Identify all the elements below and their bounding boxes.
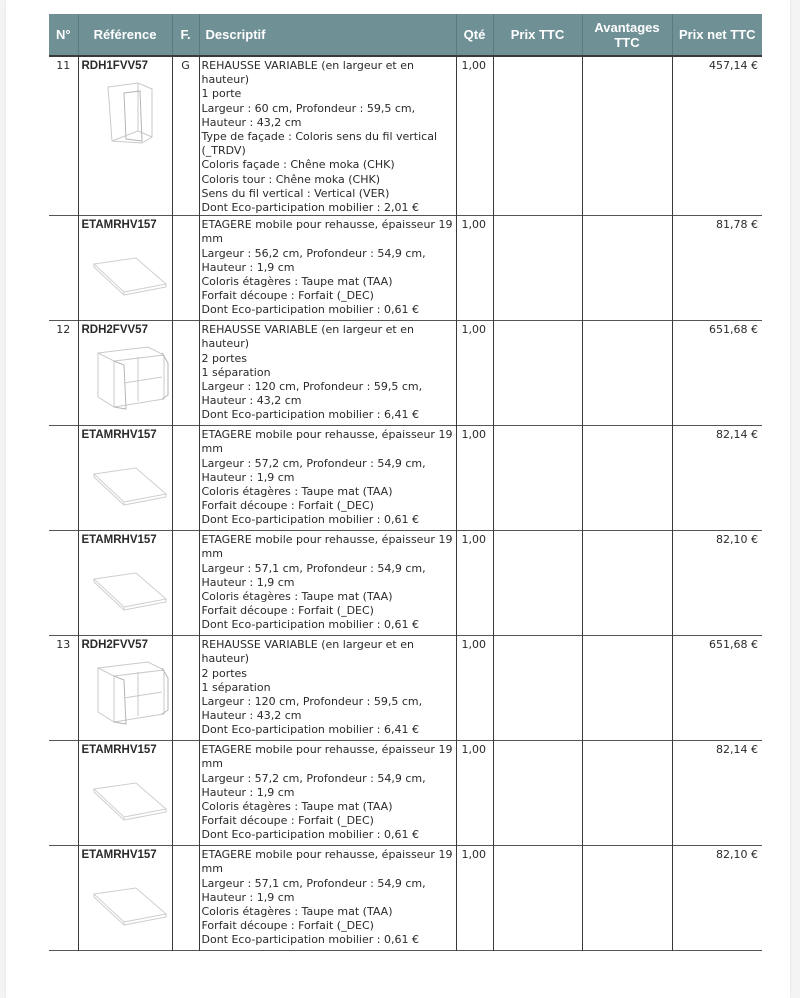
description-line: 1 séparation (201, 365, 271, 379)
header-quantity: Qté (456, 14, 493, 56)
description-line: Coloris étagères : Taupe mat (TAA) (201, 590, 393, 604)
advantages-ttc (582, 636, 672, 741)
reference-cell (78, 56, 172, 216)
description-line: Coloris étagères : Taupe mat (TAA) (201, 275, 393, 289)
description-cell (199, 846, 456, 951)
description-cell (199, 741, 456, 846)
description-line: Forfait découpe : Forfait (_DEC) (201, 814, 374, 828)
quantity: 1,00 (456, 216, 493, 321)
table-row (49, 426, 762, 531)
description-line: Dont Eco-participation mobilier : 2,01 € (201, 201, 419, 215)
description-cell (199, 636, 456, 741)
description-line: 2 portes (201, 666, 248, 680)
line-number (49, 216, 78, 321)
description-line: Largeur : 57,2 cm, Profondeur : 54,9 cm, Hauteur : 1,9 cm (201, 456, 426, 484)
advantages-ttc (582, 426, 672, 531)
description-line: Forfait découpe : Forfait (_DEC) (201, 499, 374, 513)
net-price-ttc: 651,68 € (672, 321, 762, 426)
description-line: Dont Eco-participation mobilier : 0,61 € (201, 828, 419, 842)
family-code (172, 216, 199, 321)
advantages-ttc (582, 846, 672, 951)
reference-code: ETAMRHV157 (81, 429, 157, 442)
quantity: 1,00 (456, 56, 493, 216)
table-body (49, 56, 762, 951)
net-price-ttc: 82,10 € (672, 531, 762, 636)
description-line: ETAGERE mobile pour rehausse, épaisseur 19 mm (201, 428, 453, 456)
table-row (49, 741, 762, 846)
description-line: Largeur : 56,2 cm, Profondeur : 54,9 cm, Hauteur : 1,9 cm (201, 246, 426, 274)
quantity: 1,00 (456, 846, 493, 951)
family-code (172, 846, 199, 951)
advantages-ttc (582, 216, 672, 321)
reference-cell (78, 636, 172, 741)
net-price-ttc: 82,14 € (672, 426, 762, 531)
family-code: G (172, 56, 199, 216)
description-cell (199, 321, 456, 426)
family-code (172, 426, 199, 531)
quantity: 1,00 (456, 636, 493, 741)
family-code (172, 741, 199, 846)
header-price-ttc: Prix TTC (493, 14, 582, 56)
price-ttc (493, 741, 582, 846)
description-line: Dont Eco-participation mobilier : 6,41 € (201, 408, 419, 422)
description-line: Coloris étagères : Taupe mat (TAA) (201, 905, 393, 919)
net-price-ttc: 457,14 € (672, 56, 762, 216)
reference-code: ETAMRHV157 (81, 744, 157, 757)
shelf-thumbnail-icon (90, 238, 170, 308)
description-line: REHAUSSE VARIABLE (en largeur et en hauteur) (201, 59, 414, 87)
description-line: Coloris tour : Chêne moka (CHK) (201, 172, 381, 186)
description-line: REHAUSSE VARIABLE (en largeur et en hauteur) (201, 638, 414, 666)
header-advantages-ttc: Avantages TTC (582, 14, 672, 56)
family-code (172, 636, 199, 741)
reference-cell (78, 846, 172, 951)
description-line: ETAGERE mobile pour rehausse, épaisseur 19 mm (201, 848, 453, 876)
description-line: Largeur : 120 cm, Profondeur : 59,5 cm, Hauteur : 43,2 cm (201, 695, 423, 723)
header-description: Descriptif (199, 14, 456, 56)
quantity: 1,00 (456, 426, 493, 531)
net-price-ttc: 651,68 € (672, 636, 762, 741)
advantages-ttc (582, 531, 672, 636)
line-number: 13 (49, 636, 78, 741)
description-cell (199, 216, 456, 321)
description-line: ETAGERE mobile pour rehausse, épaisseur 19 mm (201, 218, 453, 246)
table-row (49, 636, 762, 741)
description-cell (199, 531, 456, 636)
description-line: Coloris façade : Chêne moka (CHK) (201, 158, 395, 172)
description-line: ETAGERE mobile pour rehausse, épaisseur 19 mm (201, 533, 453, 561)
table-row (49, 56, 762, 216)
advantages-ttc (582, 741, 672, 846)
advantages-ttc (582, 56, 672, 216)
price-ttc (493, 321, 582, 426)
description-line: Largeur : 57,2 cm, Profondeur : 54,9 cm, Hauteur : 1,9 cm (201, 771, 426, 799)
description-line: Dont Eco-participation mobilier : 0,61 € (201, 513, 419, 527)
reference-cell (78, 426, 172, 531)
quote-table (49, 14, 762, 951)
price-ttc (493, 531, 582, 636)
description-line: 1 séparation (201, 680, 271, 694)
price-ttc (493, 56, 582, 216)
reference-code: RDH2FVV57 (81, 324, 148, 337)
price-ttc (493, 636, 582, 741)
description-line: Dont Eco-participation mobilier : 0,61 € (201, 303, 419, 317)
description-line: Largeur : 57,1 cm, Profondeur : 54,9 cm, Hauteur : 1,9 cm (201, 876, 426, 904)
description-line: Sens du fil vertical : Vertical (VER) (201, 186, 390, 200)
reference-cell (78, 321, 172, 426)
cabinet-2-doors-thumbnail-icon (90, 658, 170, 728)
reference-cell (78, 216, 172, 321)
net-price-ttc: 82,14 € (672, 741, 762, 846)
net-price-ttc: 82,10 € (672, 846, 762, 951)
description-line: Largeur : 57,1 cm, Profondeur : 54,9 cm, Hauteur : 1,9 cm (201, 561, 426, 589)
shelf-thumbnail-icon (90, 763, 170, 833)
description-line: Coloris étagères : Taupe mat (TAA) (201, 485, 393, 499)
header-net-price-ttc: Prix net TTC (672, 14, 762, 56)
description-line: Dont Eco-participation mobilier : 0,61 € (201, 933, 419, 947)
description-line: REHAUSSE VARIABLE (en largeur et en hauteur) (201, 323, 414, 351)
description-line: Dont Eco-participation mobilier : 6,41 € (201, 723, 419, 737)
description-line: Coloris étagères : Taupe mat (TAA) (201, 800, 393, 814)
description-line: ETAGERE mobile pour rehausse, épaisseur 19 mm (201, 743, 453, 771)
advantages-ttc (582, 321, 672, 426)
description-line: Largeur : 60 cm, Profondeur : 59,5 cm, Hauteur : 43,2 cm (201, 101, 416, 129)
quantity: 1,00 (456, 321, 493, 426)
price-ttc (493, 216, 582, 321)
header-reference: Référence (78, 14, 172, 56)
quantity: 1,00 (456, 741, 493, 846)
price-ttc (493, 426, 582, 531)
family-code (172, 531, 199, 636)
description-line: Type de façade : Coloris sens du fil vertical (_TRDV) (201, 130, 438, 158)
reference-code: RDH2FVV57 (81, 639, 148, 652)
reference-code: ETAMRHV157 (81, 849, 157, 862)
description-line: Forfait découpe : Forfait (_DEC) (201, 919, 374, 933)
description-line: Largeur : 120 cm, Profondeur : 59,5 cm, Hauteur : 43,2 cm (201, 380, 423, 408)
description-line: Dont Eco-participation mobilier : 0,61 € (201, 618, 419, 632)
quantity: 1,00 (456, 531, 493, 636)
description-line: 1 porte (201, 87, 242, 101)
description-line: Forfait découpe : Forfait (_DEC) (201, 289, 374, 303)
table-header-row (49, 14, 762, 56)
net-price-ttc: 81,78 € (672, 216, 762, 321)
line-number (49, 741, 78, 846)
shelf-thumbnail-icon (90, 868, 170, 938)
reference-code: RDH1FVV57 (81, 60, 148, 72)
line-number (49, 846, 78, 951)
line-number (49, 426, 78, 531)
description-cell (199, 56, 456, 216)
line-number: 11 (49, 56, 78, 216)
header-num: N° (49, 14, 78, 56)
cabinet-1-door-thumbnail-icon (90, 79, 170, 149)
header-family: F. (172, 14, 199, 56)
reference-cell (78, 531, 172, 636)
table-row (49, 216, 762, 321)
family-code (172, 321, 199, 426)
reference-code: ETAMRHV157 (81, 534, 157, 547)
line-number: 12 (49, 321, 78, 426)
line-number (49, 531, 78, 636)
table-row (49, 321, 762, 426)
reference-code: ETAMRHV157 (81, 219, 157, 232)
table-row (49, 846, 762, 951)
description-line: Forfait découpe : Forfait (_DEC) (201, 604, 374, 618)
price-ttc (493, 846, 582, 951)
document-page (6, 0, 790, 998)
shelf-thumbnail-icon (90, 448, 170, 518)
reference-cell (78, 741, 172, 846)
description-line: 2 portes (201, 351, 248, 365)
cabinet-2-doors-thumbnail-icon (90, 343, 170, 413)
description-cell (199, 426, 456, 531)
table-row (49, 531, 762, 636)
shelf-thumbnail-icon (90, 553, 170, 623)
